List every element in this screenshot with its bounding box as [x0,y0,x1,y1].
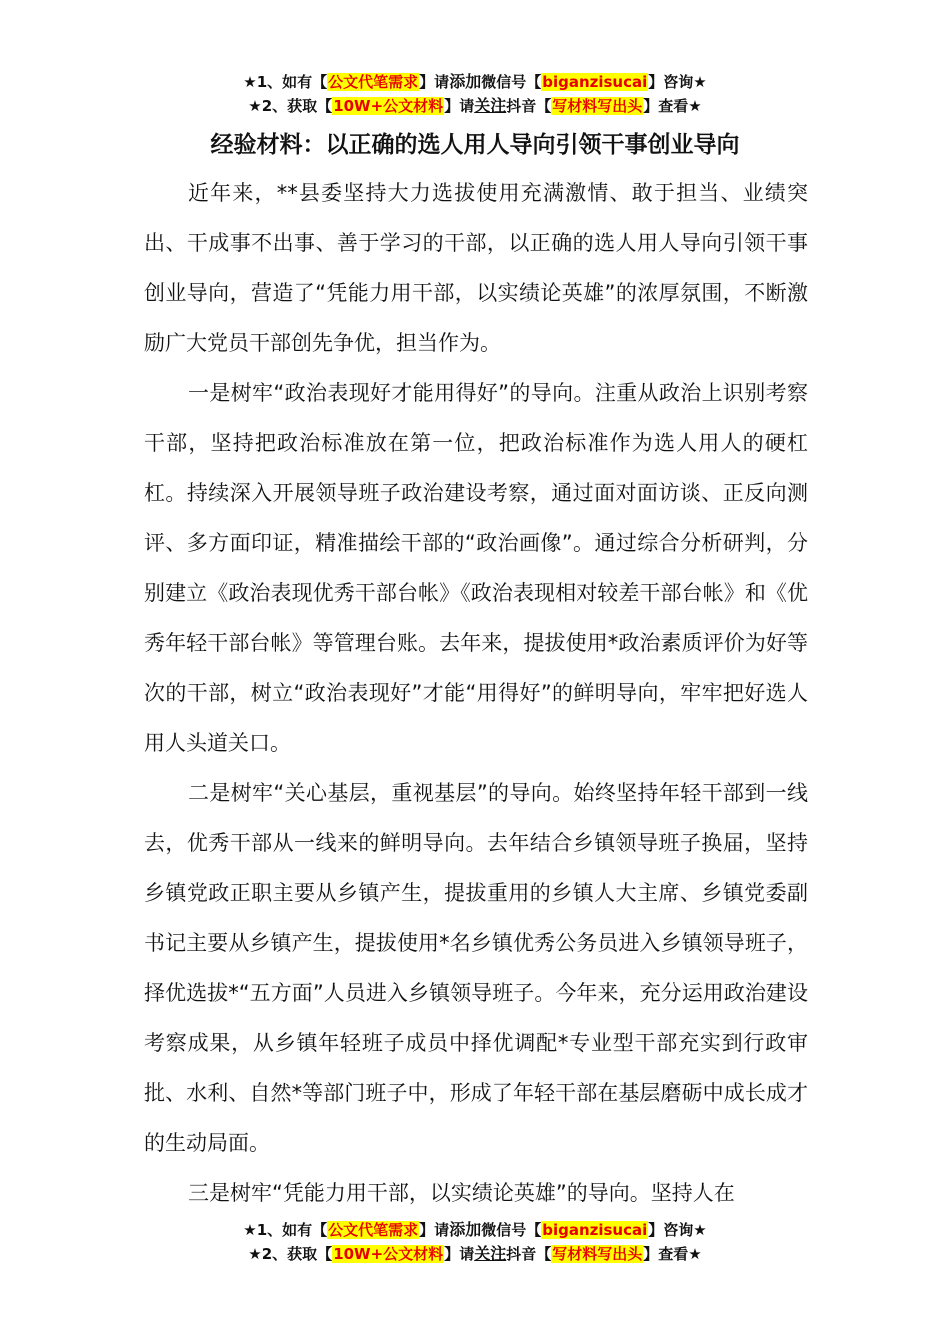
banner-text: 】请 [444,97,475,115]
footer-banner [0,1218,950,1266]
banner-text: 】请 [419,1221,450,1239]
banner-emphasis: 添加 [449,1220,482,1239]
banner-text: 微信号【 [481,1221,542,1239]
banner-highlight: 10W+公文材料 [333,97,444,115]
banner-suffix: 】咨询★ [648,1221,707,1239]
banner-emphasis: 关注 [474,96,507,115]
document-body [144,168,808,1218]
banner-text: 】请 [444,1245,475,1263]
paragraph-political-standard: 一是树牢“政治表现好才能用得好”的导向。注重从政治上识别考察干部，坚持把政治标准放在第一位，把政治标准作为选人用人的硬杠杠。持续深入开展领导班子政治建设考察，通过面对面访谈、正反向测评、多方面印证，精准描绘干部的“政治画像”。通过综合分析研判，分别建立《政治表现优秀干部台帐》《政治表现相对较差干部台帐》和《优秀年轻干部台帐》等管理台账。去年来，提拔使用*政治素质评价为好等次的干部，树立“政治表现好”才能“用得好”的鲜明导向，牢牢把好选人用人头道关口。 [144,381,808,755]
banner-text: 微信号【 [481,73,542,91]
banner-highlight: 公文代笔需求 [328,73,419,91]
banner-wechat-id: biganzisucai [542,73,648,91]
banner-prefix: ★2、获取【 [248,1245,333,1263]
header-banner [0,70,950,118]
banner-highlight: 公文代笔需求 [328,1221,419,1239]
banner-text: 抖音【 [506,1245,552,1263]
banner-prefix: ★1、如有【 [243,1221,328,1239]
banner-douyin-account: 写材料写出头 [552,1245,643,1263]
banner-prefix: ★1、如有【 [243,73,328,91]
footer-banner-line-2 [0,1242,950,1266]
banner-suffix: 】查看★ [643,1245,702,1263]
banner-wechat-id: biganzisucai [542,1221,648,1239]
banner-prefix: ★2、获取【 [248,97,333,115]
banner-douyin-account: 写材料写出头 [552,97,643,115]
banner-emphasis: 关注 [474,1244,507,1263]
footer-banner-line-1 [0,1218,950,1242]
banner-text: 抖音【 [506,97,552,115]
banner-suffix: 】查看★ [643,97,702,115]
banner-text: 】请 [419,73,450,91]
paragraph-intro: 近年来，**县委坚持大力选拔使用充满激情、敢于担当、业绩突出、干成事不出事、善于学习的干部，以正确的选人用人导向引领干事创业导向，营造了“凭能力用干部，以实绩论英雄”的浓厚氛围，不断激励广大党员干部创先争优，担当作为。 [144,181,808,355]
banner-emphasis: 添加 [449,72,482,91]
banner-highlight: 10W+公文材料 [333,1245,444,1263]
paragraph-grassroots: 二是树牢“关心基层，重视基层”的导向。始终坚持年轻干部到一线去，优秀干部从一线来的鲜明导向。去年结合乡镇领导班子换届，坚持乡镇党政正职主要从乡镇产生，提拔重用的乡镇人大主席、乡镇党委副书记主要从乡镇产生，提拔使用*名乡镇优秀公务员进入乡镇领导班子，择优选拔*“五方面”人员进入乡镇领导班子。今年来，充分运用政治建设考察成果，从乡镇年轻班子成员中择优调配*专业型干部充实到行政审批、水利、自然*等部门班子中，形成了年轻干部在基层磨砺中成长成才的生动局面。 [144,781,808,1155]
header-banner-line-1 [0,70,950,94]
banner-suffix: 】咨询★ [648,73,707,91]
paragraph-merit: 三是树牢“凭能力用干部，以实绩论英雄”的导向。坚持人在 [188,1181,735,1205]
document-title: 经验材料：以正确的选人用人导向引领干事创业导向 [210,132,740,158]
header-banner-line-2 [0,94,950,118]
